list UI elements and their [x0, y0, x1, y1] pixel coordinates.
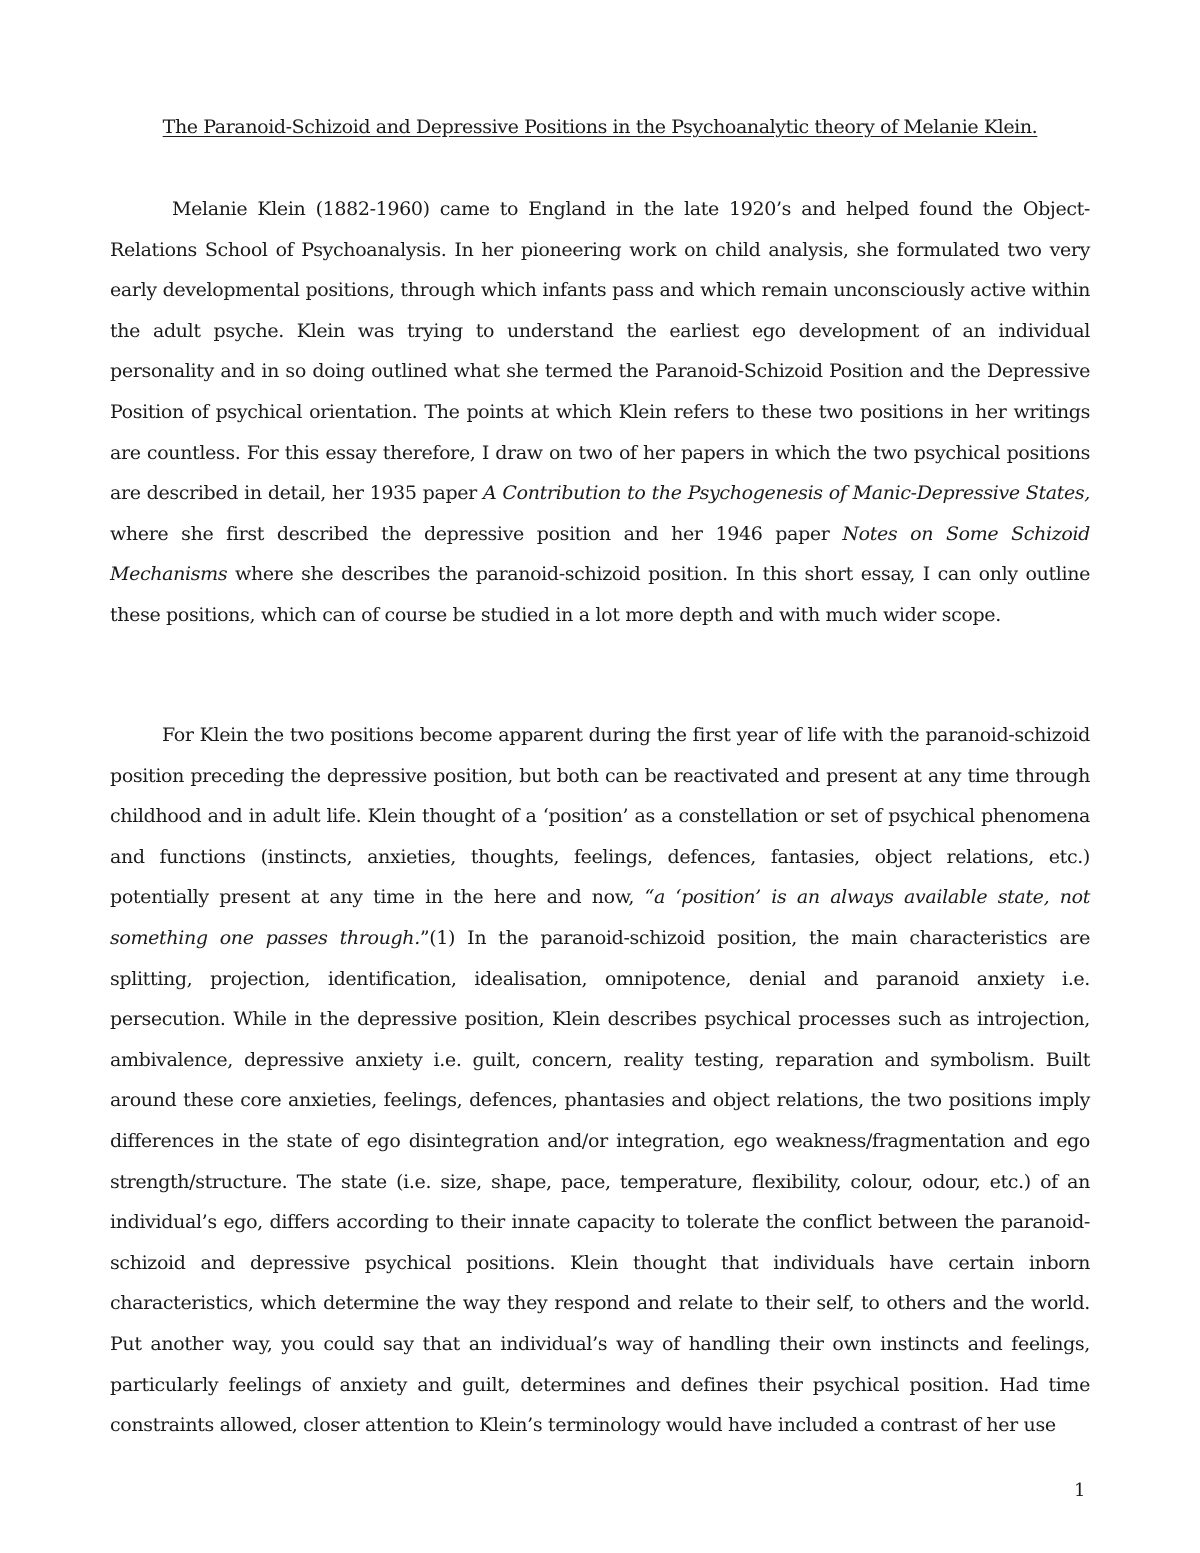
- paragraph-1-text-3: where she describes the paranoid-schizoid position. In this short essay, I can only outline these positions, which can of course be studied in a lot more depth and with much wider scope.: [110, 563, 1090, 626]
- page-number: 1: [1074, 1480, 1086, 1501]
- paragraph-2-text-1: For Klein the two positions become apparent during the first year of life with the paranoid-schizoid position preceding the depressive position, but both can be reactivated and present at any time through childhood and in adult life. Klein thought of a ‘position’ as a constellation or set of psychical phenomena and functions (instincts, anxieties, thoughts, feelings, defences, fantasies, object relations, etc.) potentially present at any time in the here and now,: [110, 724, 1090, 909]
- paragraph-1-text-2: where she first described the depressive position and her 1946 paper: [110, 522, 843, 545]
- paragraph-2-text-2: ”(1) In the paranoid-schizoid position, the main characteristics are splitting, projection, identification, idealisation, omnipotence, denial and paranoid anxiety i.e. persecution. While in the depressive position, Klein describes psychical processes such as introjection, ambivalence, depressive anxiety i.e. guilt, concern, reality testing, reparation and symbolism. Built around these core anxieties, feelings, defences, phantasies and object relations, the two positions imply differences in the state of ego disintegration and/or integration, ego weakness/fragmentation and ego strength/structure. The state (i.e. size, shape, pace, temperature, flexibility, colour, odour, etc.) of an individual’s ego, differs according to their innate capacity to tolerate the conflict between the paranoid-schizoid and depressive psychical positions. Klein thought that individuals have certain inborn characteristics, which determine the way they respond and relate to their self, to others and the world. Put another way, you could say that an individual’s way of handling their own instincts and feelings, particularly feelings of anxiety and guilt, determines and defines their psychical position. Had time constraints allowed, closer attention to Klein’s terminology would have included a contrast of her use: [110, 926, 1090, 1437]
- paragraph-2: [110, 715, 1090, 1446]
- paper-title-1946: Notes on Some Schizoid Mechanisms: [110, 522, 1090, 586]
- position-quote: “a ‘position’ is an always available state, not something one passes through.: [110, 886, 1090, 949]
- paragraph-1: [110, 189, 1090, 636]
- paper-title-1935: A Contribution to the Psychogenesis of Manic-Depressive States,: [482, 482, 1090, 505]
- paragraph-1-text-1: Melanie Klein (1882-1960) came to England in the late 1920’s and helped found the Object-Relations School of Psychoanalysis. In her pioneering work on child analysis, she formulated two very early developmental positions, through which infants pass and which remain unconsciously active within the adult psyche. Klein was trying to understand the earliest ego development of an individual personality and in so doing outlined what she termed the Paranoid-Schizoid Position and the Depressive Position of psychical orientation. The points at which Klein refers to these two positions in her writings are countless. For this essay therefore, I draw on two of her papers in which the two psychical positions are described in detail, her 1935 paper: [110, 198, 1090, 505]
- document-title: The Paranoid-Schizoid and Depressive Positions in the Psychoanalytic theory of Melanie Klein.: [162, 116, 1038, 138]
